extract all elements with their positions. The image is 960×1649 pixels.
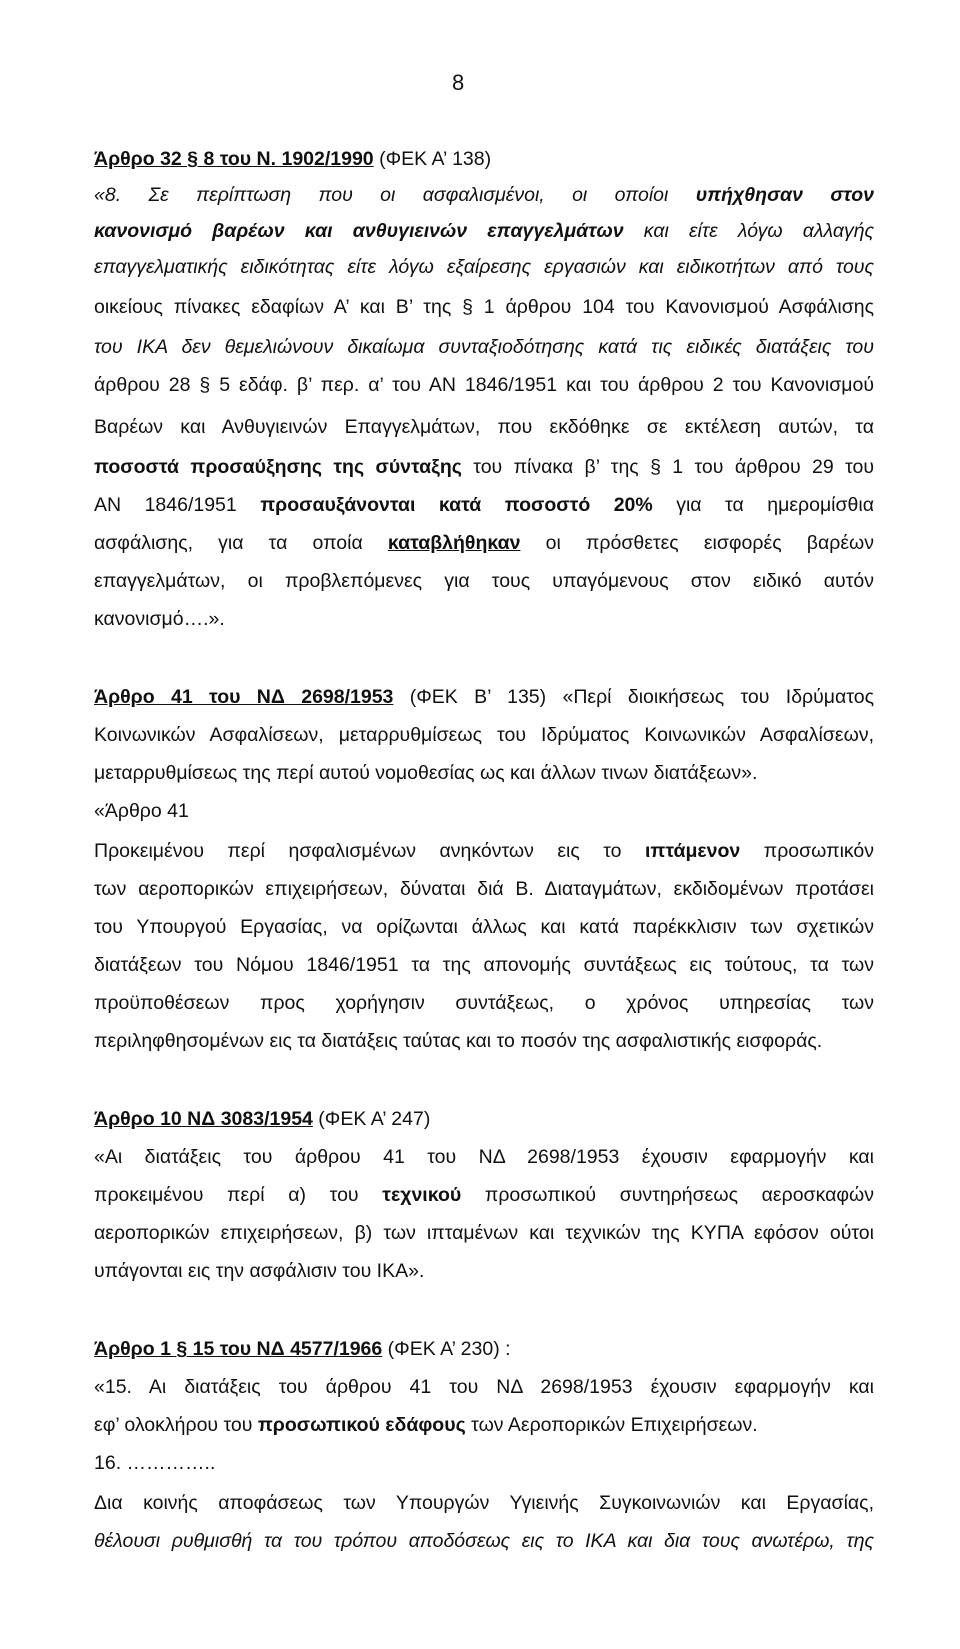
paragraph-line: ποσοστά προσαύξησης της σύνταξης του πίνακα β’ της § 1 του άρθρου 29 του [94,456,875,478]
paragraph-line: ΑΝ 1846/1951 προσαυξάνονται κατά ποσοστό 20% για τα ημερομίσθια [94,494,875,516]
paragraph-line: θέλουσι ρυθμισθή τα του τρόπου αποδόσεως εις το ΙΚΑ και δια τους ανωτέρω, της [94,1530,874,1552]
paragraph-line: επαγγελμάτων, οι προβλεπόμενες για τους υπαγόμενους στον ειδικό αυτόν [94,570,874,592]
paragraph-line: 16. ………….. [94,1452,216,1474]
paragraph-line: Δια κοινής αποφάσεως των Υπουργών Υγιεινής Συγκοινωνιών και Εργασίας, [94,1492,874,1514]
paragraph-line: περιληφθησομένων εις τα διατάξεις ταύτας και το ποσόν της ασφαλιστικής εισφοράς. [94,1030,823,1052]
paragraph-line: κανονισμό….». [94,608,225,630]
paragraph-line: «Αι διατάξεις του άρθρου 41 του ΝΔ 2698/1953 έχουσιν εφαρμογήν και [94,1146,874,1168]
paragraph-line: προκειμένου περί α) του τεχνικού προσωπικού συντηρήσεως αεροσκαφών [94,1184,874,1206]
paragraph-line: επαγγελματικής ειδικότητας είτε λόγω εξαίρεσης εργασιών και ειδικοτήτων από τους [94,256,874,278]
paragraph-line: μεταρρυθμίσεως της περί αυτού νομοθεσίας ως και άλλων τινων διατάξεων». [94,762,758,784]
paragraph-line: του ΙΚΑ δεν θεμελιώνουν δικαίωμα συνταξιοδότησης κατά τις ειδικές διατάξεις του [94,336,874,358]
paragraph-line: αεροπορικών επιχειρήσεων, β) των ιπταμένων και τεχνικών της ΚΥΠΑ εφόσον ούτοι [94,1222,874,1244]
paragraph-line: άρθρου 28 § 5 εδάφ. β’ περ. α’ του ΑΝ 1846/1951 και του άρθρου 2 του Κανονισμού [94,374,874,396]
paragraph-line: υπάγονται εις την ασφάλισιν του ΙΚΑ». [94,1260,425,1282]
paragraph-line: του Υπουργού Εργασίας, να ορίζωνται άλλως και κατά παρέκκλισιν των σχετικών [94,916,874,938]
section-heading: Άρθρο 10 ΝΔ 3083/1954 (ΦΕΚ Α’ 247) [94,1108,431,1130]
article-reference: Άρθρο 41 του ΝΔ 2698/1953 [94,686,394,708]
paragraph-line: «8. Σε περίπτωση που οι ασφαλισμένοι, οι οποίοι υπήχθησαν στον [94,184,874,206]
section-heading [94,146,874,172]
paragraph-line: «15. Αι διατάξεις του άρθρου 41 του ΝΔ 2698/1953 έχουσιν εφαρμογήν και [94,1376,874,1398]
quoted-article-title: «Άρθρο 41 [94,800,189,822]
paragraph-line: Βαρέων και Ανθυγιεινών Επαγγελμάτων, που εκδόθηκε σε εκτέλεση αυτών, τα [94,416,874,438]
paragraph-line: των αεροπορικών επιχειρήσεων, δύναται διά Β. Διαταγμάτων, εκδιδομένων προτάσει [94,878,874,900]
article-reference: Άρθρο 32 § 8 του Ν. 1902/1990 [94,148,374,170]
paragraph-line: Προκειμένου περί ησφαλισμένων ανηκόντων εις το ιπτάμενον προσωπικόν [94,840,875,862]
section-heading: Άρθρο 1 § 15 του ΝΔ 4577/1966 (ΦΕΚ Α’ 230) : [94,1338,511,1360]
paragraph-line: οικείους πίνακες εδαφίων Α’ και Β’ της § 1 άρθρου 104 του Κανονισμού Ασφάλισης [94,296,874,318]
gazette-reference: (ΦΕΚ Α’ 138) [373,148,492,170]
paragraph-line: εφ’ ολοκλήρου του προσωπικού εδάφους των Αεροπορικών Επιχειρήσεων. [94,1414,758,1436]
page-number: 8 [452,70,465,95]
section-heading: Άρθρο 41 του ΝΔ 2698/1953 (ΦΕΚ Β’ 135) «Περί διοικήσεως του Ιδρύματος [94,686,874,708]
paragraph-line: ασφάλισης, για τα οποία καταβλήθηκαν οι πρόσθετες εισφορές βαρέων [94,532,874,554]
paragraph-line: Κοινωνικών Ασφαλίσεων, μεταρρυθμίσεως του Ιδρύματος Κοινωνικών Ασφαλίσεων, [94,724,874,746]
paragraph-line: διατάξεων του Νόμου 1846/1951 τα της απονομής συντάξεως εις τούτους, τα των [94,954,874,976]
article-reference: Άρθρο 10 ΝΔ 3083/1954 [94,1108,313,1130]
paragraph-line: προϋποθέσεων προς χορήγησιν συντάξεως, ο χρόνος υπηρεσίας των [94,992,874,1014]
article-reference: Άρθρο 1 § 15 του ΝΔ 4577/1966 [94,1338,383,1360]
paragraph-line: κανονισμό βαρέων και ανθυγιεινών επαγγελμάτων και είτε λόγω αλλαγής [94,220,875,242]
